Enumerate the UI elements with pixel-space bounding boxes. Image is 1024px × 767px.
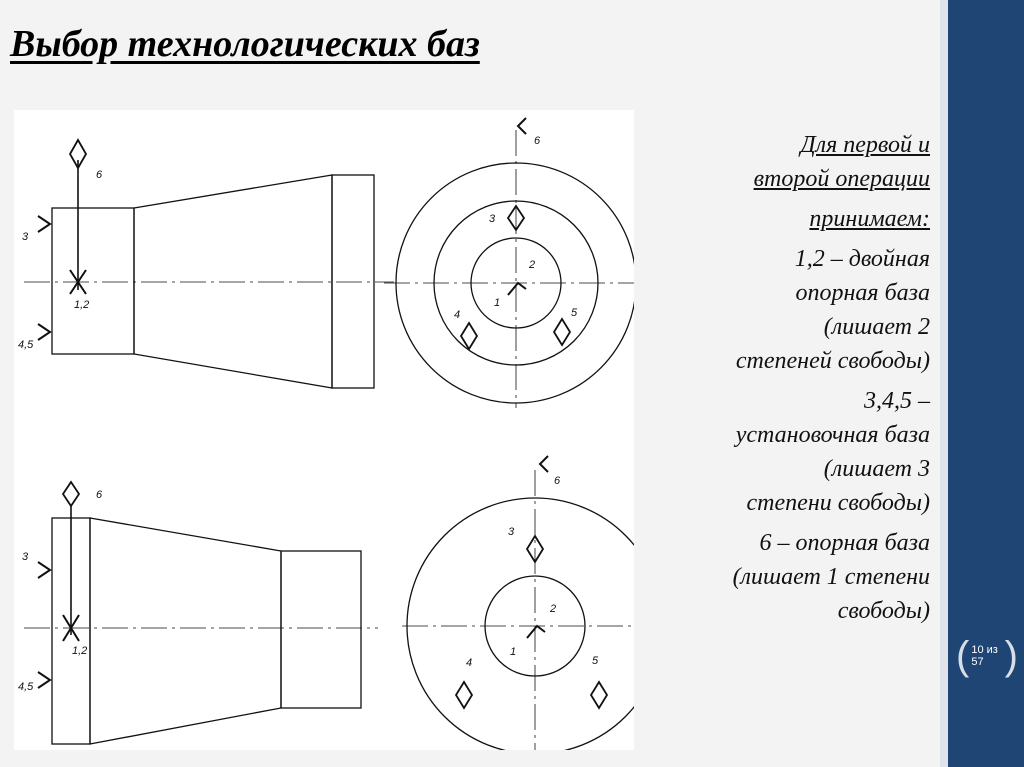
label-5: 5 — [592, 655, 599, 667]
slide-counter-label: 10 из 57 — [971, 644, 998, 668]
text-line: (лишает 2 — [823, 314, 930, 340]
label-1: 1 — [510, 646, 517, 658]
intro-text — [640, 128, 930, 196]
intro-text — [640, 202, 930, 236]
bracket-right-icon: ) — [1004, 634, 1018, 678]
label-3: 3 — [508, 526, 515, 538]
text-line: 6 – опорная база — [759, 530, 930, 556]
label-4-5: 4,5 — [18, 681, 34, 693]
technical-drawing — [14, 110, 634, 750]
text-line: 3,4,5 – — [864, 388, 930, 414]
text-line: (лишает 3 — [823, 456, 930, 482]
label-4: 4 — [454, 309, 461, 321]
label-3: 3 — [22, 551, 29, 563]
intro-line: второй операции — [753, 166, 930, 192]
label-2: 2 — [529, 259, 536, 271]
base-1-2-text — [640, 242, 930, 378]
label-6: 6 — [554, 475, 561, 487]
label-3: 3 — [22, 231, 29, 243]
intro-line: Для первой и — [800, 132, 930, 158]
text-line: установочная база — [735, 422, 930, 448]
label-1: 1 — [494, 297, 501, 309]
label-6: 6 — [96, 169, 103, 181]
intro-line: принимаем: — [809, 206, 930, 232]
label-5: 5 — [571, 307, 578, 319]
label-6: 6 — [96, 489, 103, 501]
bracket-left-icon: ( — [956, 634, 970, 678]
base-6-text — [640, 526, 930, 628]
slide-title: Выбор технологических баз — [10, 23, 480, 65]
base-3-4-5-text — [640, 384, 930, 520]
text-line: (лишает 1 степени — [732, 564, 930, 590]
text-line: степеней свободы) — [735, 348, 930, 374]
slide-counter[interactable] — [956, 630, 1018, 682]
text-line: степени свободы) — [746, 490, 930, 516]
label-2: 2 — [550, 603, 557, 615]
label-3: 3 — [489, 213, 496, 225]
label-1-2: 1,2 — [74, 299, 90, 311]
label-1-2: 1,2 — [72, 645, 88, 657]
label-6: 6 — [534, 135, 541, 147]
label-4-5: 4,5 — [18, 339, 34, 351]
description-text — [640, 128, 930, 634]
text-line: 1,2 – двойная — [794, 246, 930, 272]
text-line: свободы) — [837, 598, 930, 624]
label-4: 4 — [466, 657, 473, 669]
band-stripe — [940, 0, 948, 767]
text-line: опорная база — [795, 280, 930, 306]
